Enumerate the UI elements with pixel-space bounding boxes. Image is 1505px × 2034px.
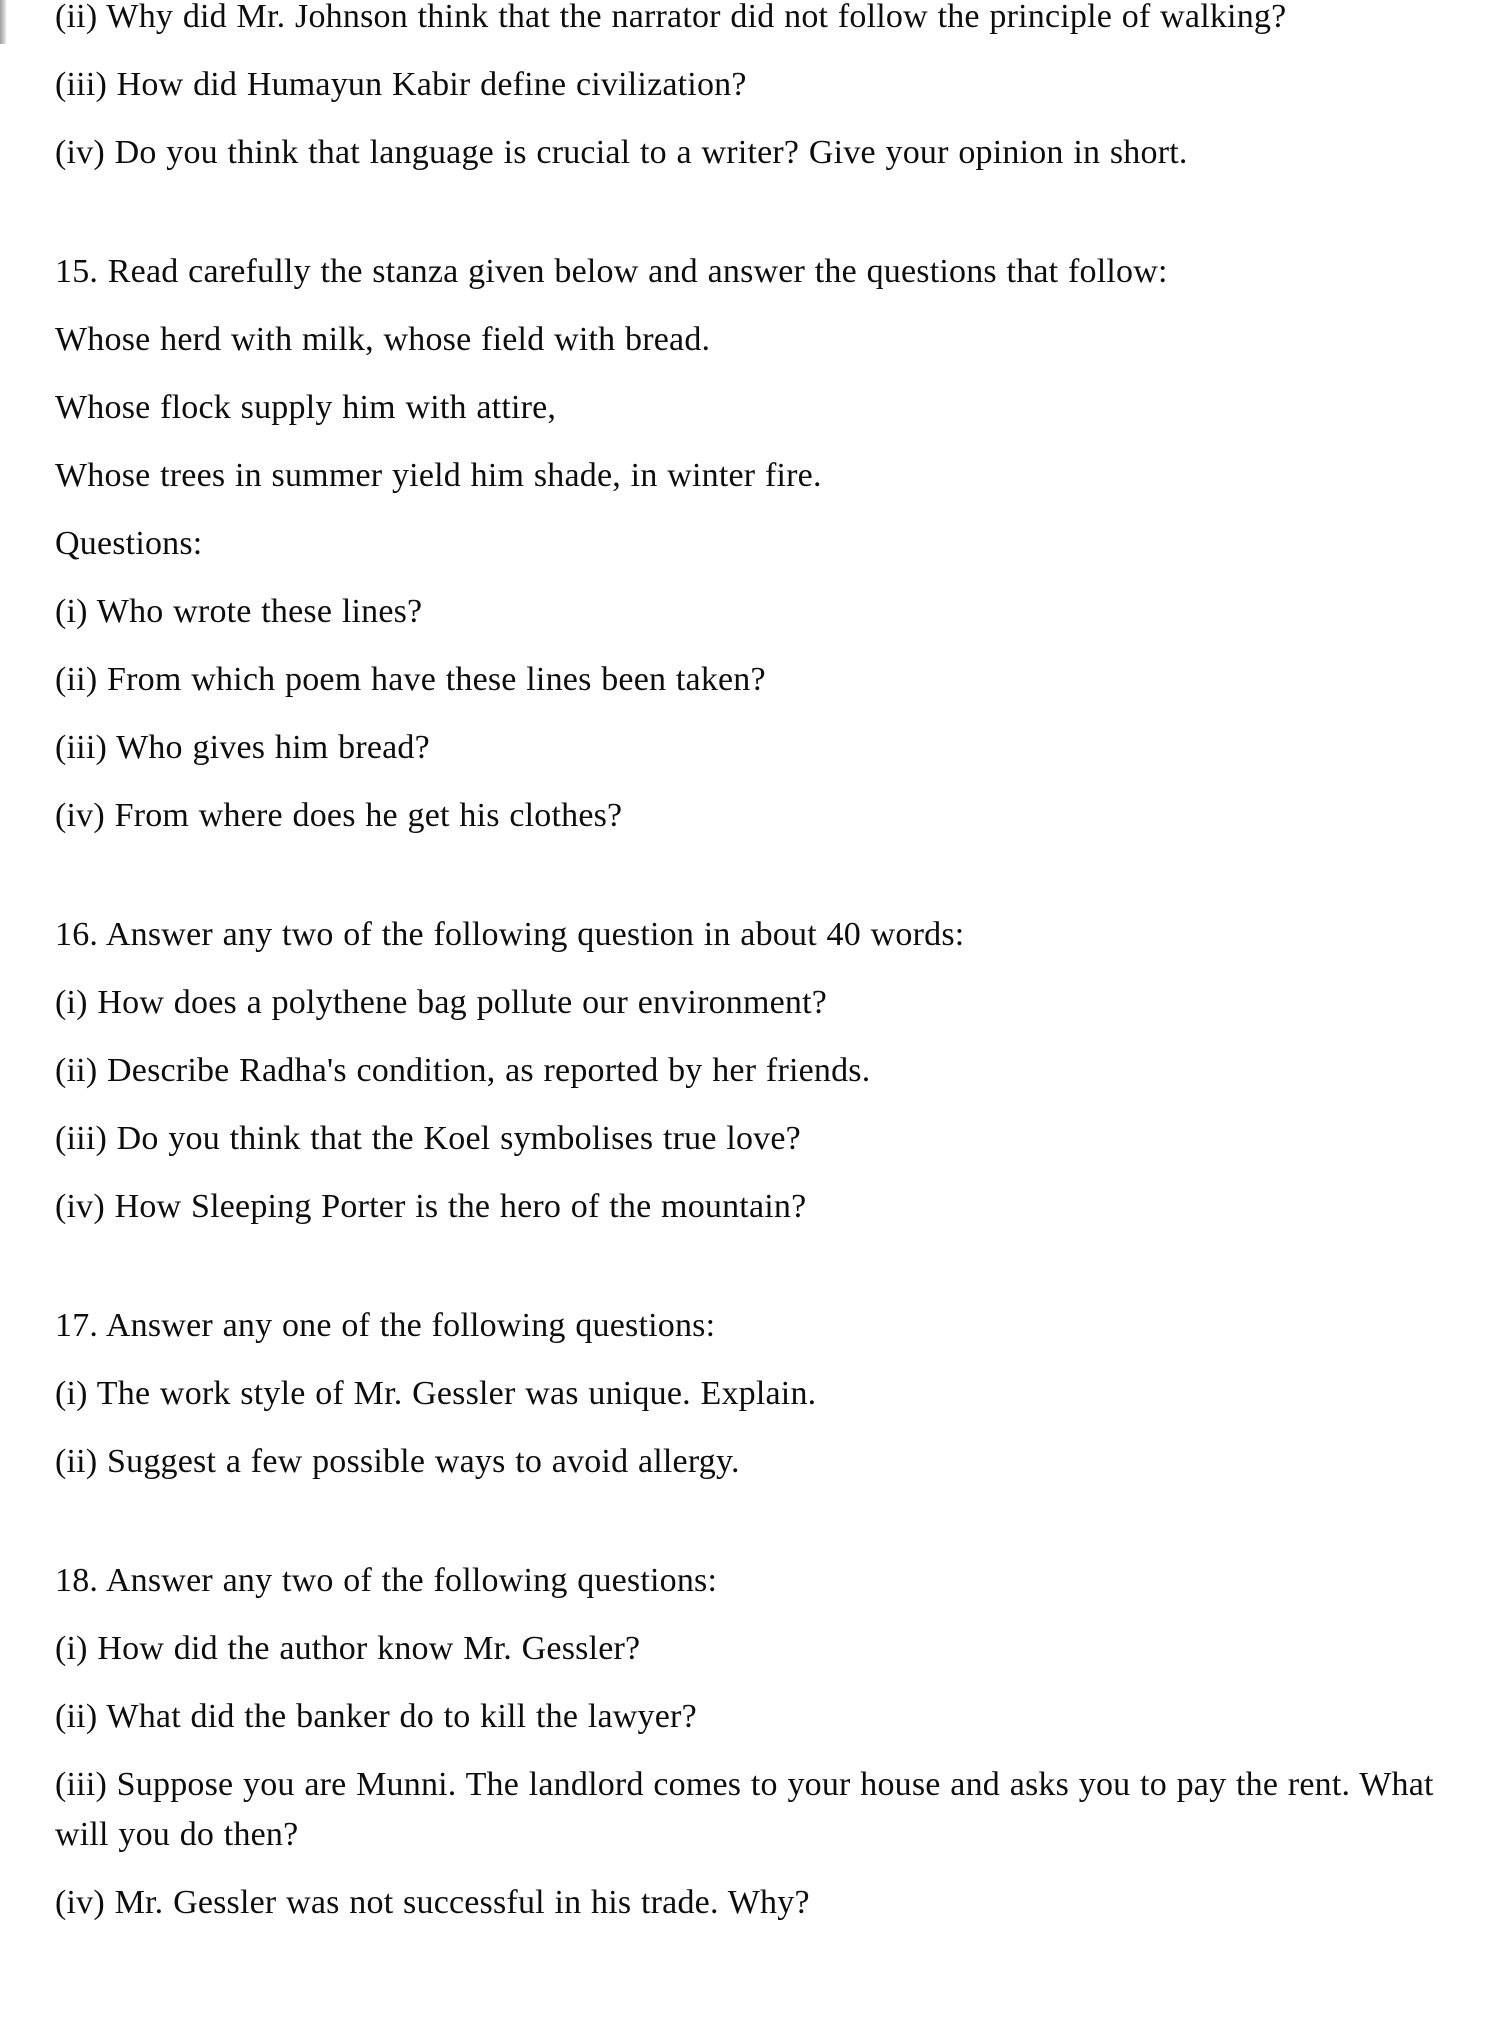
question-line: (i) Who wrote these lines? [55, 593, 423, 630]
question-line: (ii) Why did Mr. Johnson think that the narrator did not follow the principle of walking? [55, 0, 1287, 35]
stanza-line: Whose herd with milk, whose field with bread. [55, 321, 711, 358]
stanza-line: Whose flock supply him with attire, [55, 389, 557, 426]
question-line: (iv) Mr. Gessler was not successful in his trade. Why? [55, 1884, 810, 1921]
question-line: (iv) Do you think that language is crucial to a writer? Give your opinion in short. [55, 134, 1188, 171]
section-question-17 [55, 1301, 1485, 1487]
question-line: (i) How did the author know Mr. Gessler? [55, 1630, 641, 1667]
question-line: (iv) From where does he get his clothes? [55, 797, 623, 834]
question-line: (iii) Do you think that the Koel symbolises true love? [55, 1120, 801, 1157]
question-heading: 15. Read carefully the stanza given below and answer the questions that follow: [55, 253, 1168, 290]
section-intro-questions [55, 0, 1485, 178]
question-heading: 18. Answer any two of the following questions: [55, 1562, 718, 1599]
question-line: (i) The work style of Mr. Gessler was unique. Explain. [55, 1375, 817, 1412]
questions-label: Questions: [55, 525, 203, 562]
question-heading: 16. Answer any two of the following question in about 40 words: [55, 916, 965, 953]
question-heading: 17. Answer any one of the following questions: [55, 1307, 716, 1344]
question-line: (ii) Suggest a few possible ways to avoid allergy. [55, 1443, 740, 1480]
section-question-16 [55, 910, 1485, 1232]
question-line: (iii) How did Humayun Kabir define civilization? [55, 66, 747, 103]
question-line: (iv) How Sleeping Porter is the hero of the mountain? [55, 1188, 807, 1225]
question-line: (iii) Who gives him bread? [55, 729, 430, 766]
question-line: (i) How does a polythene bag pollute our environment? [55, 984, 828, 1021]
scan-edge-artifact [0, 0, 7, 44]
question-line: (ii) What did the banker do to kill the lawyer? [55, 1698, 697, 1735]
section-question-18 [55, 1556, 1485, 1928]
section-question-15 [55, 247, 1485, 841]
question-line: (ii) From which poem have these lines been taken? [55, 661, 766, 698]
question-line: (iii) Suppose you are Munni. The landlord comes to your house and asks you to pay the rent. What will you do then? [55, 1766, 1434, 1853]
question-line: (ii) Describe Radha's condition, as reported by her friends. [55, 1052, 871, 1089]
stanza-line: Whose trees in summer yield him shade, in winter fire. [55, 457, 822, 494]
